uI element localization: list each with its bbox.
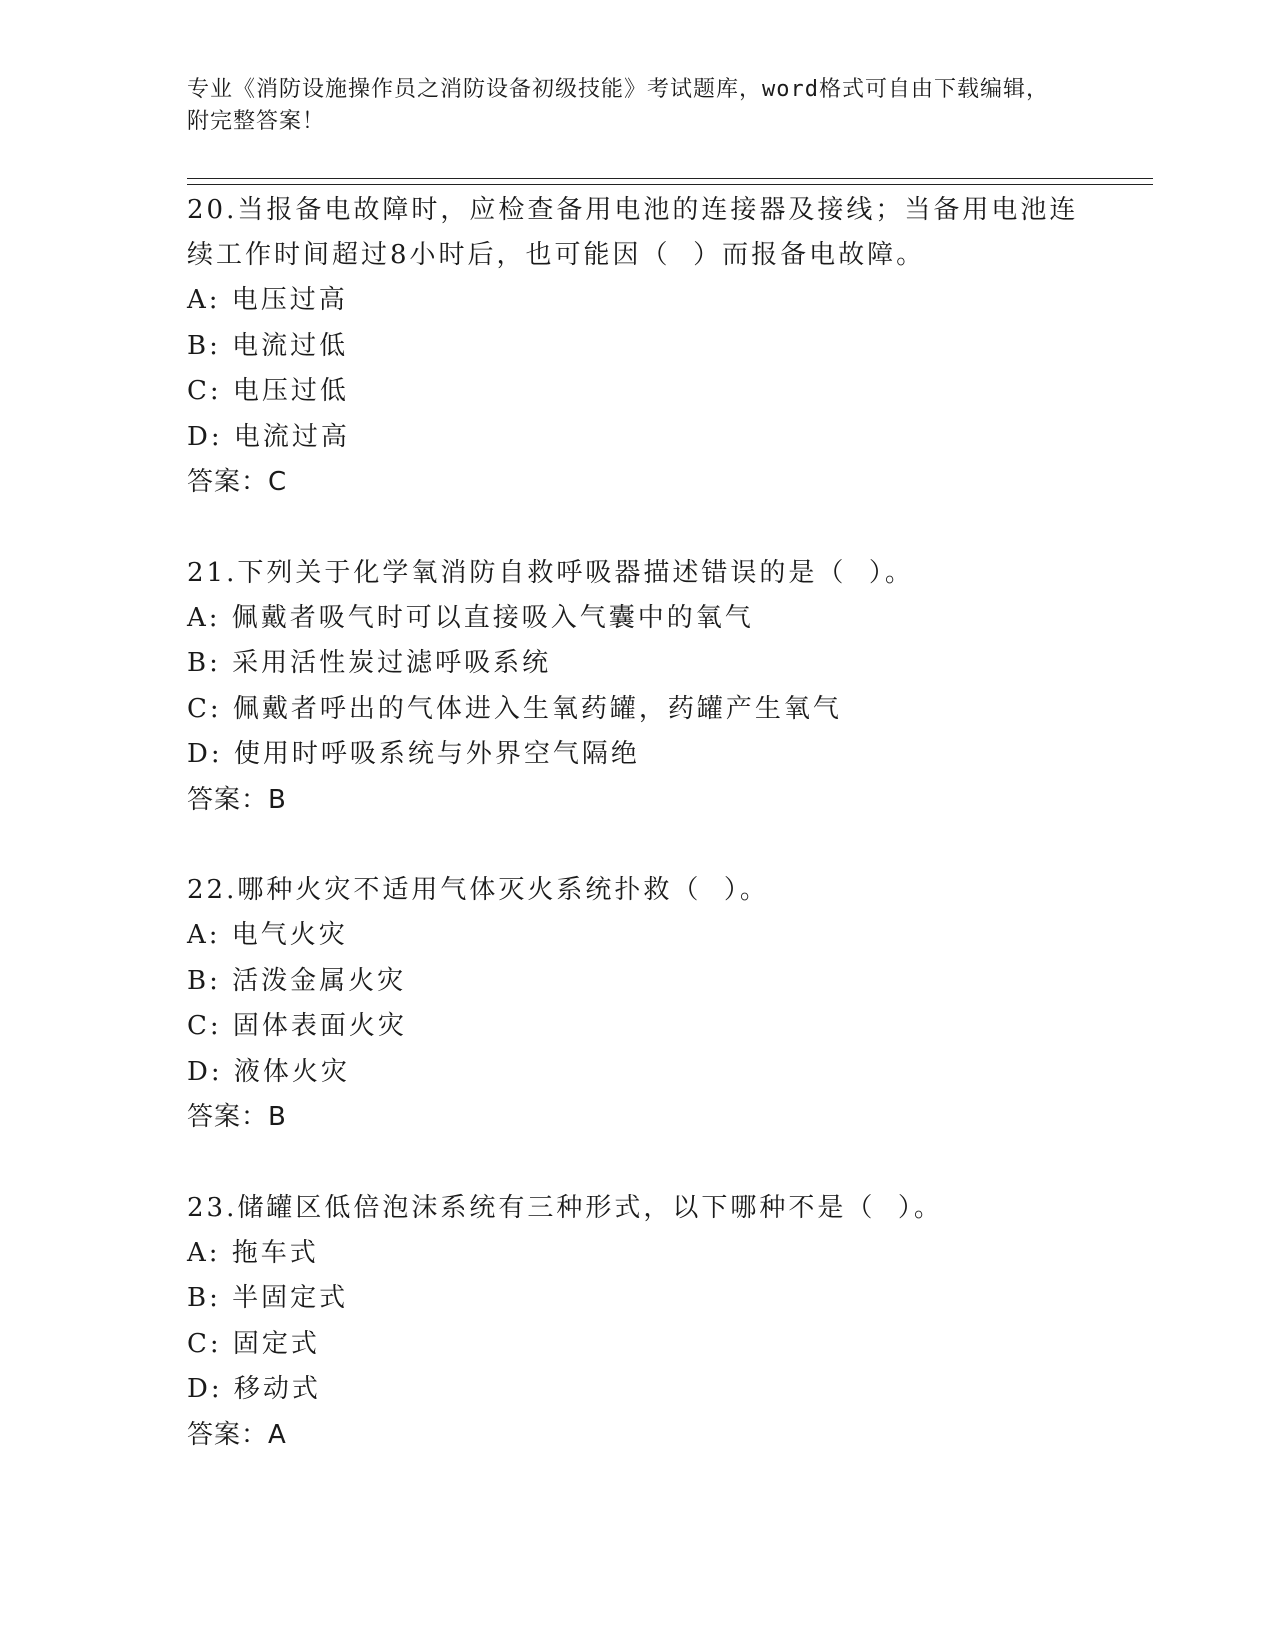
option-a: A: 电气火灾 <box>187 920 348 950</box>
question-list <box>187 188 1087 1458</box>
question-22 <box>187 868 1087 1141</box>
option-b: B: 采用活性炭过滤呼吸系统 <box>187 648 552 678</box>
option-d: D: 电流过高 <box>187 421 350 452</box>
question-23 <box>187 1186 1087 1459</box>
option-a: A: 电压过高 <box>187 285 348 315</box>
header-divider-top <box>187 178 1153 179</box>
question-stem: 22.哪种火灾不适用气体灭火系统扑救（ ）。 <box>187 875 769 905</box>
header-divider-bottom <box>187 184 1153 185</box>
option-c: C: 佩戴者呼出的气体进入生氧药罐，药罐产生氧气 <box>187 693 842 724</box>
option-b: B: 半固定式 <box>187 1283 349 1313</box>
option-b: B: 活泼金属火灾 <box>187 965 407 996</box>
document-header: 专业《消防设施操作员之消防设备初级技能》考试题库，word格式可自由下载编辑，附完整答案！ <box>187 77 1049 134</box>
answer-line: 答案：B <box>187 784 287 815</box>
question-21 <box>187 551 1087 824</box>
option-b: B: 电流过低 <box>187 330 349 361</box>
question-spacer <box>187 1141 1087 1186</box>
option-c: C: 电压过低 <box>187 376 349 406</box>
option-c: C: 固定式 <box>187 1328 320 1359</box>
question-stem: 21.下列关于化学氧消防自救呼吸器描述错误的是（ ）。 <box>187 557 914 588</box>
question-stem: 20.当报备电故障时，应检查备用电池的连接器及接线；当备用电池连续工作时间超过8小时后，也可能因（ ）而报备电故障。 <box>187 195 1079 270</box>
option-a: A: 佩戴者吸气时可以直接吸入气囊中的氧气 <box>187 602 754 633</box>
question-20 <box>187 188 1087 506</box>
option-a: A: 拖车式 <box>187 1237 319 1268</box>
option-c: C: 固体表面火灾 <box>187 1011 407 1041</box>
question-stem: 23.储罐区低倍泡沫系统有三种形式，以下哪种不是（ ）。 <box>187 1192 943 1223</box>
question-spacer <box>187 506 1087 551</box>
answer-line: 答案：C <box>187 467 288 497</box>
answer-line: 答案：B <box>187 1102 287 1132</box>
option-d: D: 使用时呼吸系统与外界空气隔绝 <box>187 739 640 769</box>
option-d: D: 移动式 <box>187 1374 321 1404</box>
option-d: D: 液体火灾 <box>187 1056 350 1087</box>
answer-line: 答案：A <box>187 1419 287 1450</box>
question-spacer <box>187 823 1087 868</box>
